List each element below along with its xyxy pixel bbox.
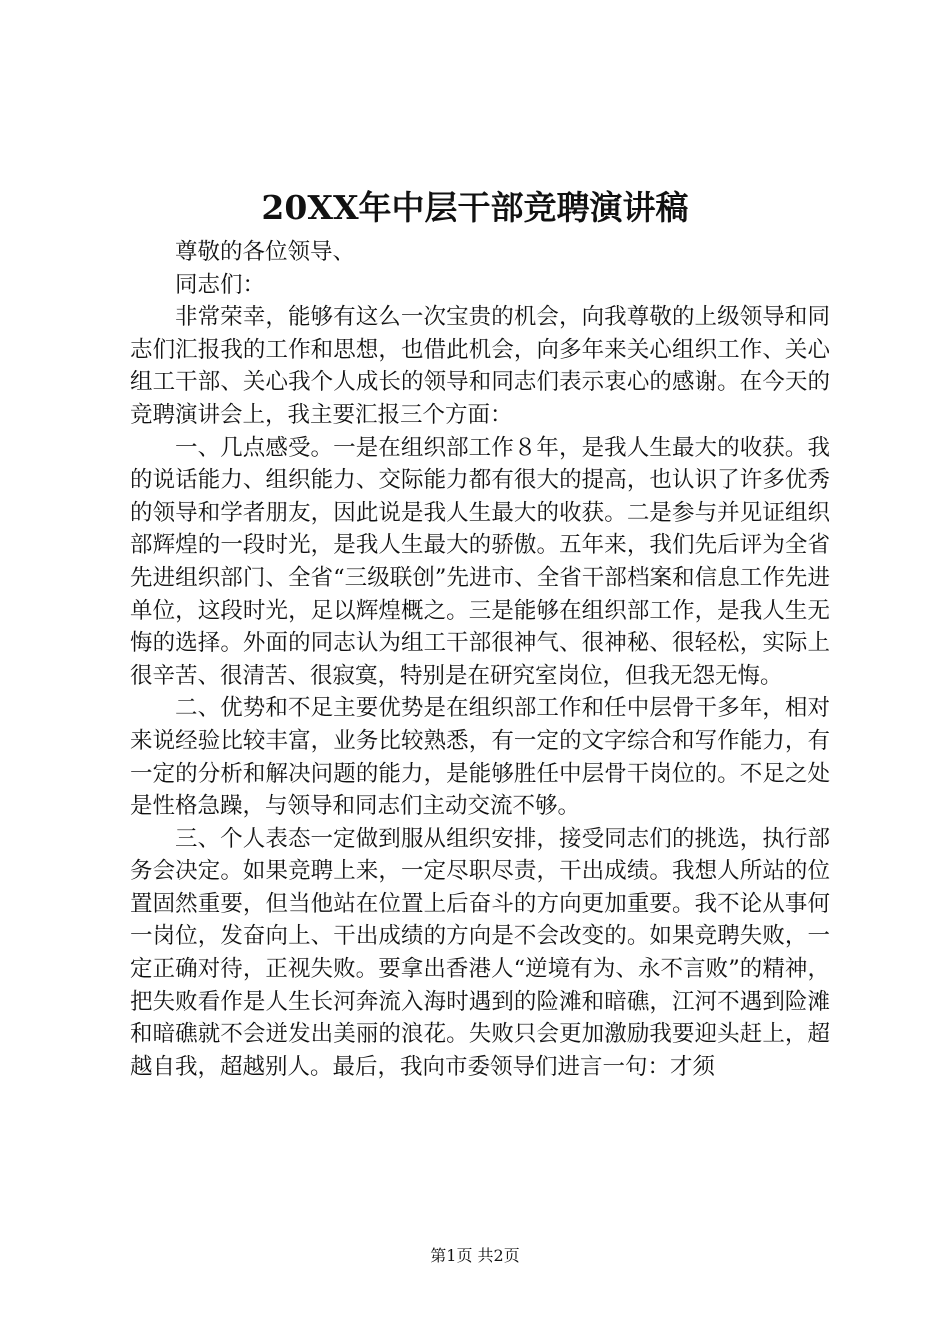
paragraph-strengths: 二、优势和不足主要优势是在组织部工作和任中层骨干多年，相对来说经验比较丰富，业务比较熟悉，有一定的文字综合和写作能力，有一定的分析和解决问题的能力，是能够胜任中层骨干岗位的。不足之处是性格急躁，与领导和同志们主动交流不够。 (130, 695, 830, 820)
salutation-line-2: 同志们： (175, 271, 266, 298)
paragraph-feelings: 一、几点感受。一是在组织部工作８年，是我人生最大的收获。我的说话能力、组织能力、交际能力都有很大的提高，也认识了许多优秀的领导和学者朋友，因此说是我人生最大的收获。二是参与并见证组织部辉煌的一段时光，是我人生最大的骄傲。五年来，我们先后评为全省先进组织部门、全省“三级联创”先进市、全省干部档案和信息工作先进单位，这段时光，足以辉煌概之。三是能够在组织部工作，是我人生无悔的选择。外面的同志认为组工干部很神气、很神秘、很轻松，实际上很辛苦、很清苦、很寂寞，特别是在研究室岗位，但我无怨无悔。 (130, 434, 830, 689)
paragraph-intro: 非常荣幸，能够有这么一次宝贵的机会，向我尊敬的上级领导和同志们汇报我的工作和思想，也借此机会，向多年来关心组织工作、关心组工干部、关心我个人成长的领导和同志们表示衷心的感谢。在今天的竞聘演讲会上，我主要汇报三个方面： (130, 304, 830, 428)
document-body (130, 236, 830, 1083)
salutation-line-1: 尊敬的各位领导、 (175, 239, 356, 265)
paragraph-statement: 三、个人表态一定做到服从组织安排，接受同志们的挑选，执行部务会决定。如果竞聘上来，一定尽职尽责，干出成绩。我想人所站的位置固然重要，但当他站在位置上后奋斗的方向更加重要。我不论从事何一岗位，发奋向上、干出成绩的方向是不会改变的。如果竞聘失败，一定正确对待，正视失败。要拿出香港人“逆境有为、永不言败”的精神，把失败看作是人生长河奔流入海时遇到的险滩和暗礁，江河不遇到险滩和暗礁就不会迸发出美丽的浪花。失败只会更加激励我要迎头赶上，超越自我，超越别人。最后，我向市委领导们进言一句：才须 (130, 825, 830, 1080)
page-footer: 第1页 共2页 (430, 1246, 520, 1265)
document-title: 20XX年中层干部竞聘演讲稿 (261, 188, 689, 227)
